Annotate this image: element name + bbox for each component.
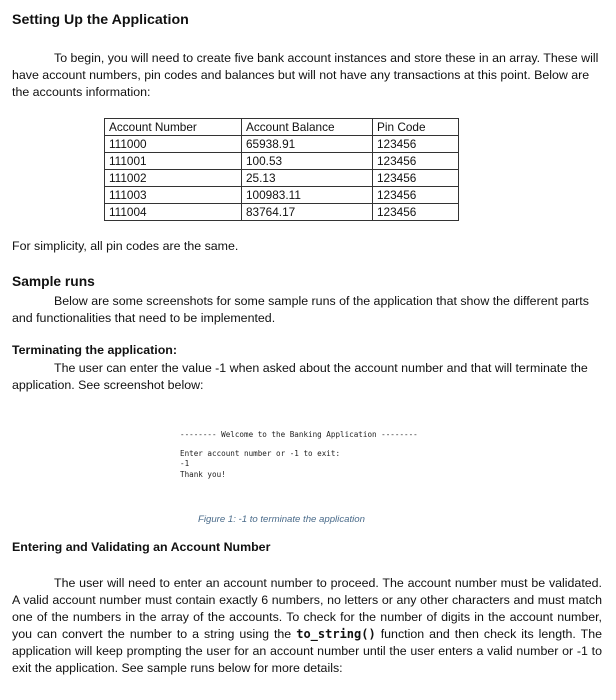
cell-account-number: 111001 — [105, 153, 242, 170]
cell-pin-code: 123456 — [373, 153, 459, 170]
console-input-line: -1 — [180, 459, 190, 468]
cell-account-number: 111000 — [105, 136, 242, 153]
cell-pin-code: 123456 — [373, 187, 459, 204]
section-title-terminating: Terminating the application: — [12, 343, 177, 357]
section-title-sample-runs: Sample runs — [12, 274, 95, 289]
column-header-pin-code: Pin Code — [373, 119, 459, 136]
table-header-row — [105, 119, 459, 136]
figure-caption: Figure 1: -1 to terminate the application — [198, 514, 365, 525]
setup-intro-paragraph: To begin, you will need to create five bank account instances and store these in an array. These will have account numbers, pin codes and balances but will not have any transactions at this point. Below are the accounts information: — [12, 51, 599, 99]
cell-account-balance: 25.13 — [242, 170, 373, 187]
cell-pin-code: 123456 — [373, 204, 459, 221]
cell-account-balance: 65938.91 — [242, 136, 373, 153]
console-prompt-line: Enter account number or -1 to exit: — [180, 448, 341, 458]
section-title-setup: Setting Up the Application — [12, 12, 189, 28]
cell-account-balance: 100.53 — [242, 153, 373, 170]
cell-account-balance: 83764.17 — [242, 204, 373, 221]
table-row — [105, 187, 459, 204]
console-welcome-line: -------- Welcome to the Banking Application -------- — [180, 430, 418, 439]
inline-code-to-string: to_string() — [296, 627, 376, 641]
cell-pin-code: 123456 — [373, 170, 459, 187]
cell-account-number: 111003 — [105, 187, 242, 204]
cell-pin-code: 123456 — [373, 136, 459, 153]
cell-account-number: 111004 — [105, 204, 242, 221]
column-header-account-number: Account Number — [105, 119, 242, 136]
validating-text-part1: The user will need to enter an account number to proceed. The account number must be validated. A valid account number must contain exactly 6 numbers, no letters or any other characters and must match one of the numbers in the array of the accounts. To check for the number of digits in the account number, you can convert the number to a string using the — [12, 576, 602, 641]
table-row — [105, 170, 459, 187]
console-thanks-line: Thank you! — [180, 469, 226, 479]
accounts-table — [104, 118, 459, 221]
validating-paragraph — [12, 575, 602, 677]
pin-note: For simplicity, all pin codes are the same. — [12, 239, 239, 253]
terminating-paragraph: The user can enter the value -1 when asked about the account number and that will terminate the application. See screenshot below: — [12, 361, 588, 392]
cell-account-number: 111002 — [105, 170, 242, 187]
table-row — [105, 204, 459, 221]
validating-text-part2: function and then check its length. The application will keep prompting the user for an account number until the user enters a valid number or -1 to exit the application. See sample runs below for more details: — [12, 627, 602, 675]
table-row — [105, 136, 459, 153]
column-header-account-balance: Account Balance — [242, 119, 373, 136]
sample-runs-paragraph: Below are some screenshots for some sample runs of the application that show the different parts and functionalities that need to be implemented. — [12, 294, 589, 325]
cell-account-balance: 100983.11 — [242, 187, 373, 204]
section-title-validating: Entering and Validating an Account Number — [12, 540, 271, 554]
console-screenshot — [180, 430, 440, 480]
table-row — [105, 153, 459, 170]
